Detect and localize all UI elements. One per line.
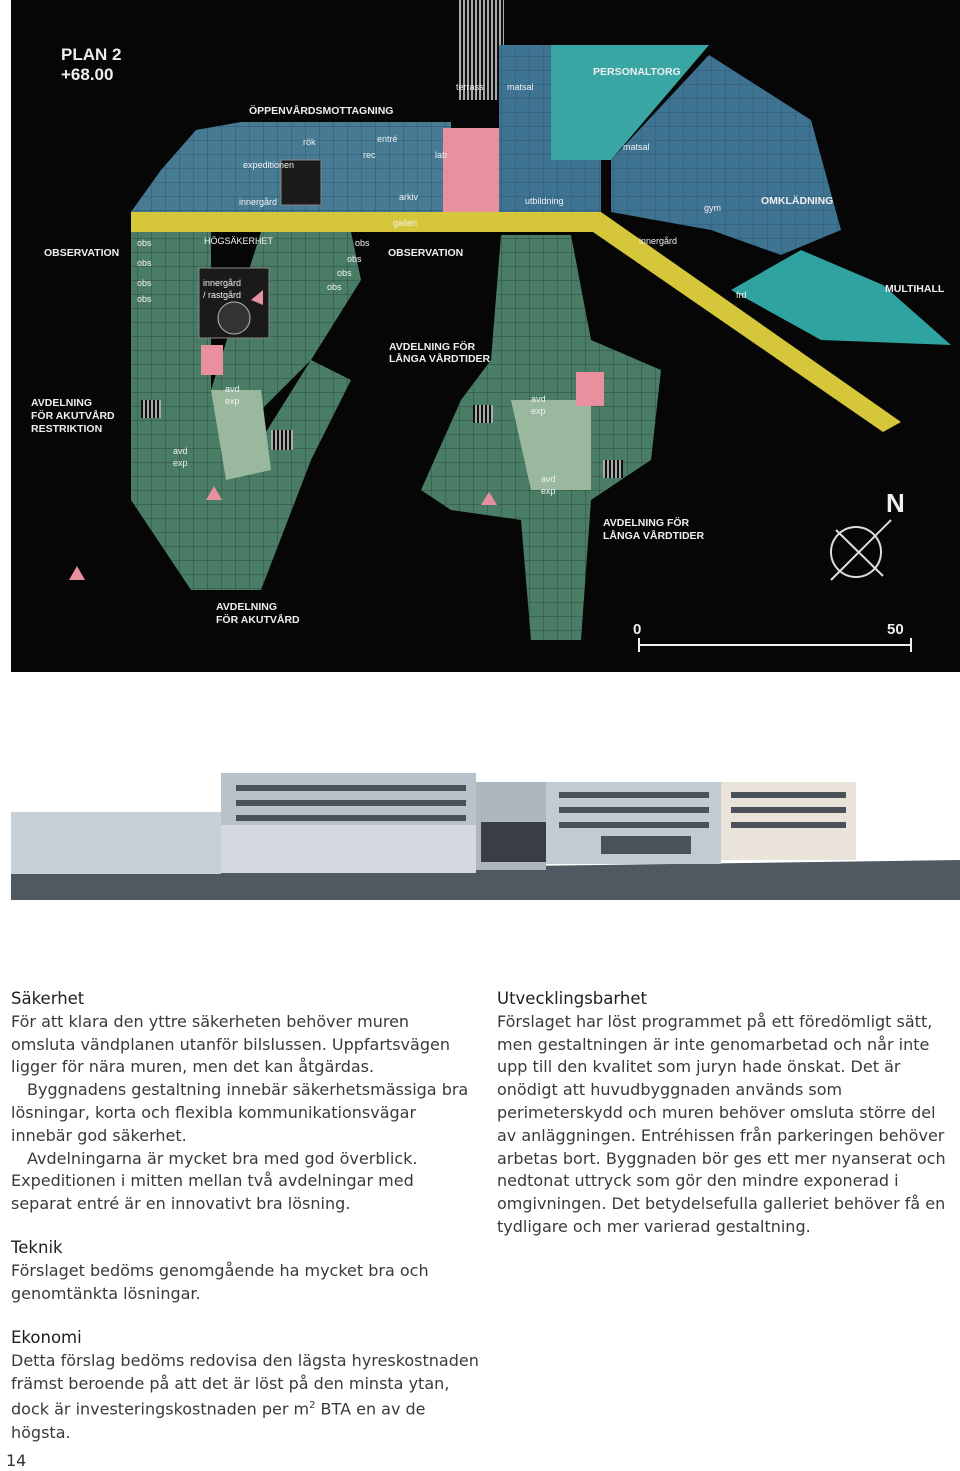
label-terrass: terrass: [456, 82, 484, 92]
label-frd: frd: [736, 290, 747, 300]
label-galleri: galleri: [393, 218, 418, 228]
teknik-paragraph: Förslaget bedöms genomgående ha mycket bra och genomtänkta lösningar.: [11, 1260, 429, 1303]
scale-start: 0: [633, 621, 642, 638]
label-matsal-right: matsal: [623, 142, 650, 152]
teknik-section: [11, 1237, 456, 1305]
pink-core: [443, 128, 499, 216]
label-avd-3: avd: [531, 394, 546, 404]
label-multihall: MULTIHALL: [885, 283, 945, 295]
label-exp-3: exp: [531, 406, 546, 416]
label-gym: gym: [704, 203, 722, 213]
sakerhet-paragraph-1: För att klara den yttre säkerheten behöver muren omsluta vändplanen utanför bilslussen. Uppfartsvägen ligger för nära muren, men det kan åtgärdas.: [11, 1011, 450, 1077]
label-matsal: matsal: [507, 82, 534, 92]
plan-level: +68.00: [61, 65, 114, 84]
sakerhet-paragraph-3: Avdelningarna är mycket bra med god överblick. Expeditionen i mitten mellan två avdelningar med separat entré är en innovativt bra lösning.: [11, 1148, 418, 1214]
building-elevation: [11, 760, 960, 900]
label-obs-4: obs: [137, 294, 152, 304]
label-restr-l1: AVDELNING: [31, 397, 93, 409]
label-obs-1: obs: [137, 238, 152, 248]
plan-title: PLAN 2: [61, 45, 122, 64]
label-hogsakerhet: HÖGSÄKERHET: [204, 236, 274, 246]
label-langa2-l1: AVDELNING FÖR: [603, 517, 690, 529]
label-obs-8: obs: [327, 282, 342, 292]
label-observation-left: OBSERVATION: [44, 247, 120, 259]
label-obs-3: obs: [137, 278, 152, 288]
label-exp-4: exp: [541, 486, 556, 496]
label-innergard-left: innergård: [203, 278, 242, 288]
ekonomi-superscript: 2: [309, 1400, 316, 1412]
label-omkladning: OMKLÄDNING: [761, 195, 834, 207]
label-akut-l2: FÖR AKUTVÅRD: [216, 614, 300, 626]
label-obs-5: obs: [355, 238, 370, 248]
label-exp-1: exp: [225, 396, 240, 406]
label-langa2-l2: LÅNGA VÅRDTIDER: [603, 530, 705, 542]
label-restr-l3: RESTRIKTION: [31, 423, 103, 435]
label-exp-2: exp: [173, 458, 188, 468]
label-observation-center: OBSERVATION: [388, 247, 464, 259]
floor-plan: [11, 0, 960, 672]
label-arkiv: arkiv: [399, 192, 419, 202]
scale-end: 50: [887, 621, 904, 638]
label-langa1-l2: LÅNGA VÅRDTIDER: [389, 353, 491, 365]
label-utbildning: utbildning: [525, 196, 564, 206]
label-innergard-right: innergård: [639, 236, 678, 246]
label-rec: rec: [363, 150, 376, 160]
ekonomi-paragraph: [11, 1350, 481, 1445]
label-obs-7: obs: [337, 268, 352, 278]
label-restr-l2: FÖR AKUTVÅRD: [31, 410, 115, 422]
sakerhet-paragraph-2: Byggnadens gestaltning innebär säkerhetsmässiga bra lösningar, korta och flexibla kommunikationsvägar innebär god säkerhet.: [11, 1080, 469, 1145]
heading-ekonomi: Ekonomi: [11, 1328, 82, 1347]
page-number: 14: [6, 1451, 27, 1470]
label-lab: lab: [435, 150, 448, 160]
ekonomi-text-post: BTA en av de högsta.: [11, 1399, 426, 1442]
heading-sakerhet: Säkerhet: [11, 989, 85, 1008]
label-entre: entré: [377, 134, 398, 144]
label-langa1-l1: AVDELNING FÖR: [389, 341, 476, 353]
label-rok: rök: [303, 137, 316, 147]
label-oppenvard: ÖPPENVÅRDSMOTTAGNING: [249, 105, 394, 117]
label-avd-1: avd: [225, 384, 240, 394]
label-avd-4: avd: [541, 474, 556, 484]
label-avd-2: avd: [173, 446, 188, 456]
label-innergard-top: innergård: [239, 197, 278, 207]
ekonomi-text-pre: Detta förslag bedöms redovisa den lägsta hyreskostnaden främst beroende på att det är löst på den minsta ytan, dock är investeringskostnaden per m: [11, 1350, 479, 1419]
label-obs-2: obs: [137, 258, 152, 268]
heading-utvecklingsbarhet: Utvecklingsbarhet: [497, 989, 647, 1008]
utv-paragraph: Förslaget har löst programmet på ett föredömligt sätt, men gestaltningen är inte genomarbetad och når inte upp till den kvalitet som juryn hade önskat. Det är onödigt att huvudbyggnaden används som perimeterskydd och muren behöver omsluta större del av anläggningen. Entréhissen från parkeringen behöver arbetas bort. Byggnaden bör ges ett mer nyanserat och nedtonat uttryck som gör den mindre exponerad i omgivningen. Det betydelsefulla galleriet behöver få en tydligare och mer varierad gestaltning.: [497, 1011, 946, 1236]
north-label: N: [886, 488, 905, 518]
label-rastgard: / rastgård: [203, 290, 242, 300]
label-obs-6: obs: [347, 254, 362, 264]
label-akut-l1: AVDELNING: [216, 601, 278, 613]
label-expeditionen: expeditionen: [243, 160, 295, 170]
label-personaltorg: PERSONALTORG: [593, 66, 681, 78]
right-column: [497, 988, 955, 1239]
heading-teknik: Teknik: [11, 1238, 63, 1257]
left-column: [11, 988, 471, 1216]
ekonomi-section: [11, 1327, 481, 1444]
